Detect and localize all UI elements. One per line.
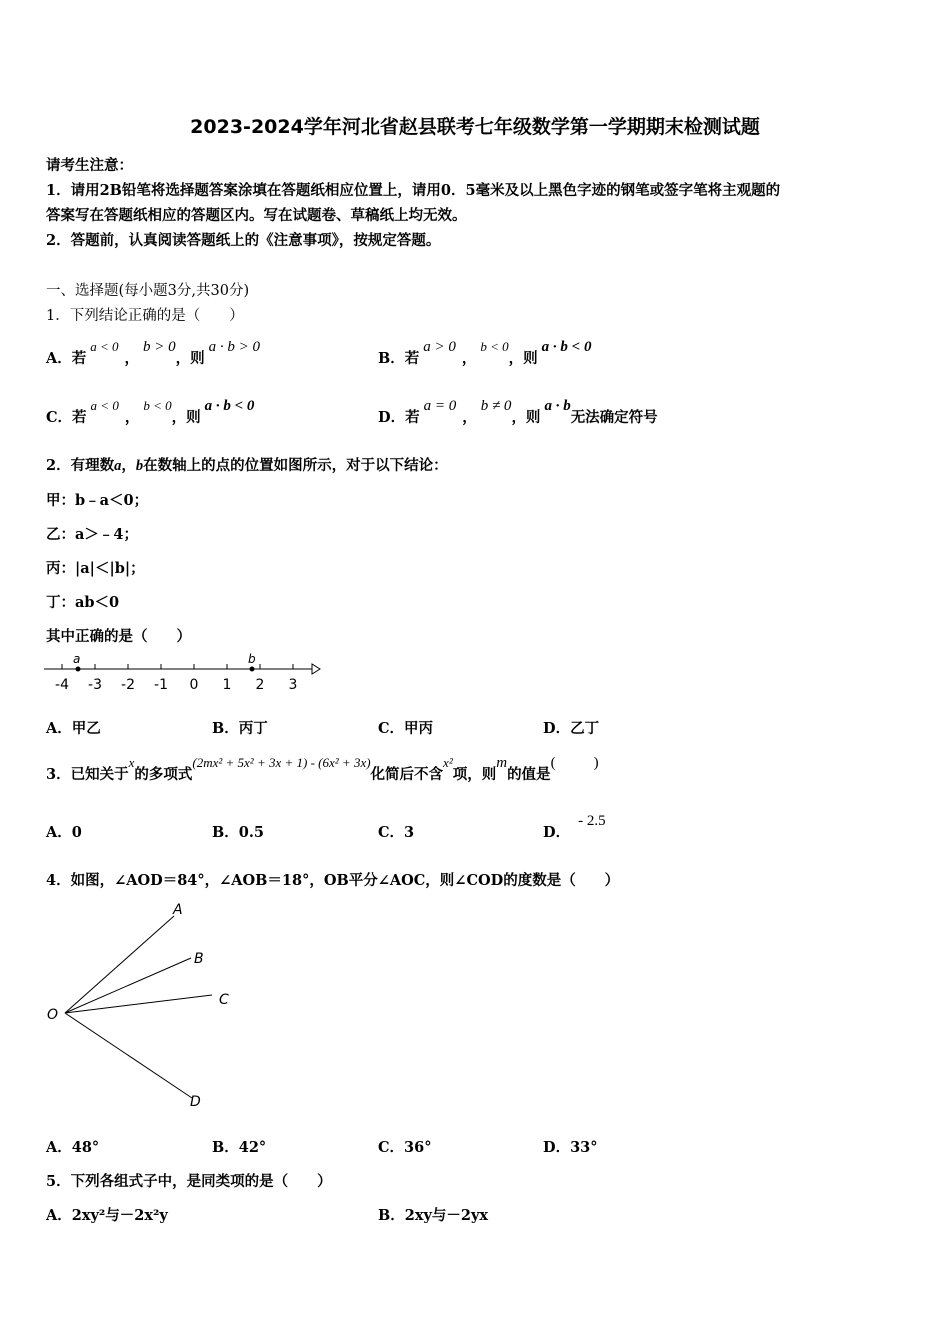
number-line-tick-label: -2	[121, 677, 135, 693]
q3-stem: 3．已知关于x的多项式(2mx² + 5x² + 3x + 1) - (6x² + 3x)化简后不含x²项，则m的值是( )	[46, 755, 599, 783]
label-b: B	[194, 951, 204, 967]
label-d: D	[190, 1094, 201, 1110]
q1-option-d[interactable]: D．若a = 0，b ≠ 0，则a · b无法确定符号	[378, 398, 658, 426]
number-line-tick-label: -1	[154, 677, 168, 693]
ray-od	[65, 1013, 192, 1098]
q3-option-d[interactable]: D．- 2.5	[543, 813, 606, 841]
number-line-ticks	[55, 664, 297, 693]
q4-option-a[interactable]: A．48°	[46, 1139, 100, 1156]
q3-polynomial: (2mx² + 5x² + 3x + 1) - (6x² + 3x)	[192, 755, 371, 770]
q5-option-a[interactable]: A．2xy²与－2x²y	[46, 1207, 168, 1224]
q1-option-a[interactable]: A．若a < 0，b > 0，则a · b > 0	[46, 339, 261, 367]
point-b-label: b	[248, 652, 256, 666]
q2-stem: 2．有理数a，b在数轴上的点的位置如图所示，对于以下结论：	[46, 457, 448, 474]
label-a: A	[173, 902, 183, 918]
label-c: C	[219, 992, 229, 1008]
notice-item-1b: 答案写在答题纸相应的答题区内。写在试题卷、草稿纸上均无效。	[46, 207, 467, 224]
ray-oc	[65, 995, 212, 1013]
q3-option-b[interactable]: B．0.5	[212, 824, 264, 841]
q2-statement-yi: 乙：a＞﹣4；	[46, 526, 138, 543]
number-line-tick-label: -4	[55, 677, 69, 693]
label-o: O	[47, 1007, 59, 1023]
angle-figure	[40, 895, 250, 1117]
q2-ask: 其中正确的是（ ）	[46, 628, 191, 645]
q2-statement-bing: 丙：|a|＜|b|；	[46, 560, 145, 577]
number-line-tick-label: 1	[222, 677, 232, 693]
q1-option-c[interactable]: C．若a < 0，b < 0，则a · b < 0	[46, 398, 255, 426]
q2-statement-ding: 丁：ab＜0	[46, 594, 120, 611]
point-a-label: a	[73, 652, 81, 666]
q2-option-b[interactable]: B．丙丁	[212, 720, 268, 737]
notice-heading: 请考生注意：	[46, 157, 133, 174]
q4-option-d[interactable]: D．33°	[543, 1139, 598, 1156]
q5-option-b[interactable]: B．2xy与－2yx	[378, 1207, 489, 1224]
number-line-tick-label: 3	[288, 677, 298, 693]
number-line-tick-label: 0	[189, 677, 199, 693]
notice-item-1a: 1．请用2B铅笔将选择题答案涂填在答题纸相应位置上，请用0．5毫米及以上黑色字迹的钢笔或签字笔将主观题的	[46, 182, 781, 199]
q1-option-b[interactable]: B．若a > 0，b < 0，则a · b < 0	[378, 339, 592, 367]
ray-oa	[65, 916, 174, 1013]
q4-option-b[interactable]: B．42°	[212, 1139, 267, 1156]
exam-title: 2023-2024学年河北省赵县联考七年级数学第一学期期末检测试题	[190, 116, 760, 138]
q2-option-a[interactable]: A．甲乙	[46, 720, 101, 737]
number-line-tick-label: 2	[255, 677, 265, 693]
number-line-arrow	[312, 664, 320, 674]
q2-option-c[interactable]: C．甲丙	[378, 720, 434, 737]
ray-ob	[65, 958, 191, 1013]
number-line-figure	[40, 650, 325, 696]
point-b-dot	[250, 667, 255, 672]
q3-option-a[interactable]: A．0	[46, 824, 82, 841]
q4-option-c[interactable]: C．36°	[378, 1139, 432, 1156]
q4-stem: 4．如图，∠AOD＝84°，∠AOB＝18°，OB平分∠AOC，则∠COD的度数是（ ）	[46, 872, 620, 889]
notice-item-2: 2．答题前，认真阅读答题纸上的《注意事项》，按规定答题。	[46, 232, 441, 249]
q1-stem: 1．下列结论正确的是（ ）	[46, 308, 244, 324]
point-a-dot	[76, 667, 81, 672]
q2-option-d[interactable]: D．乙丁	[543, 720, 600, 737]
q3-option-c[interactable]: C．3	[378, 824, 415, 841]
number-line-tick-label: -3	[88, 677, 102, 693]
q2-statement-jia: 甲：b﹣a＜0；	[46, 492, 149, 509]
q5-stem: 5．下列各组式子中，是同类项的是（ ）	[46, 1173, 332, 1190]
section-heading: 一、选择题(每小题3分,共30分)	[46, 283, 250, 299]
